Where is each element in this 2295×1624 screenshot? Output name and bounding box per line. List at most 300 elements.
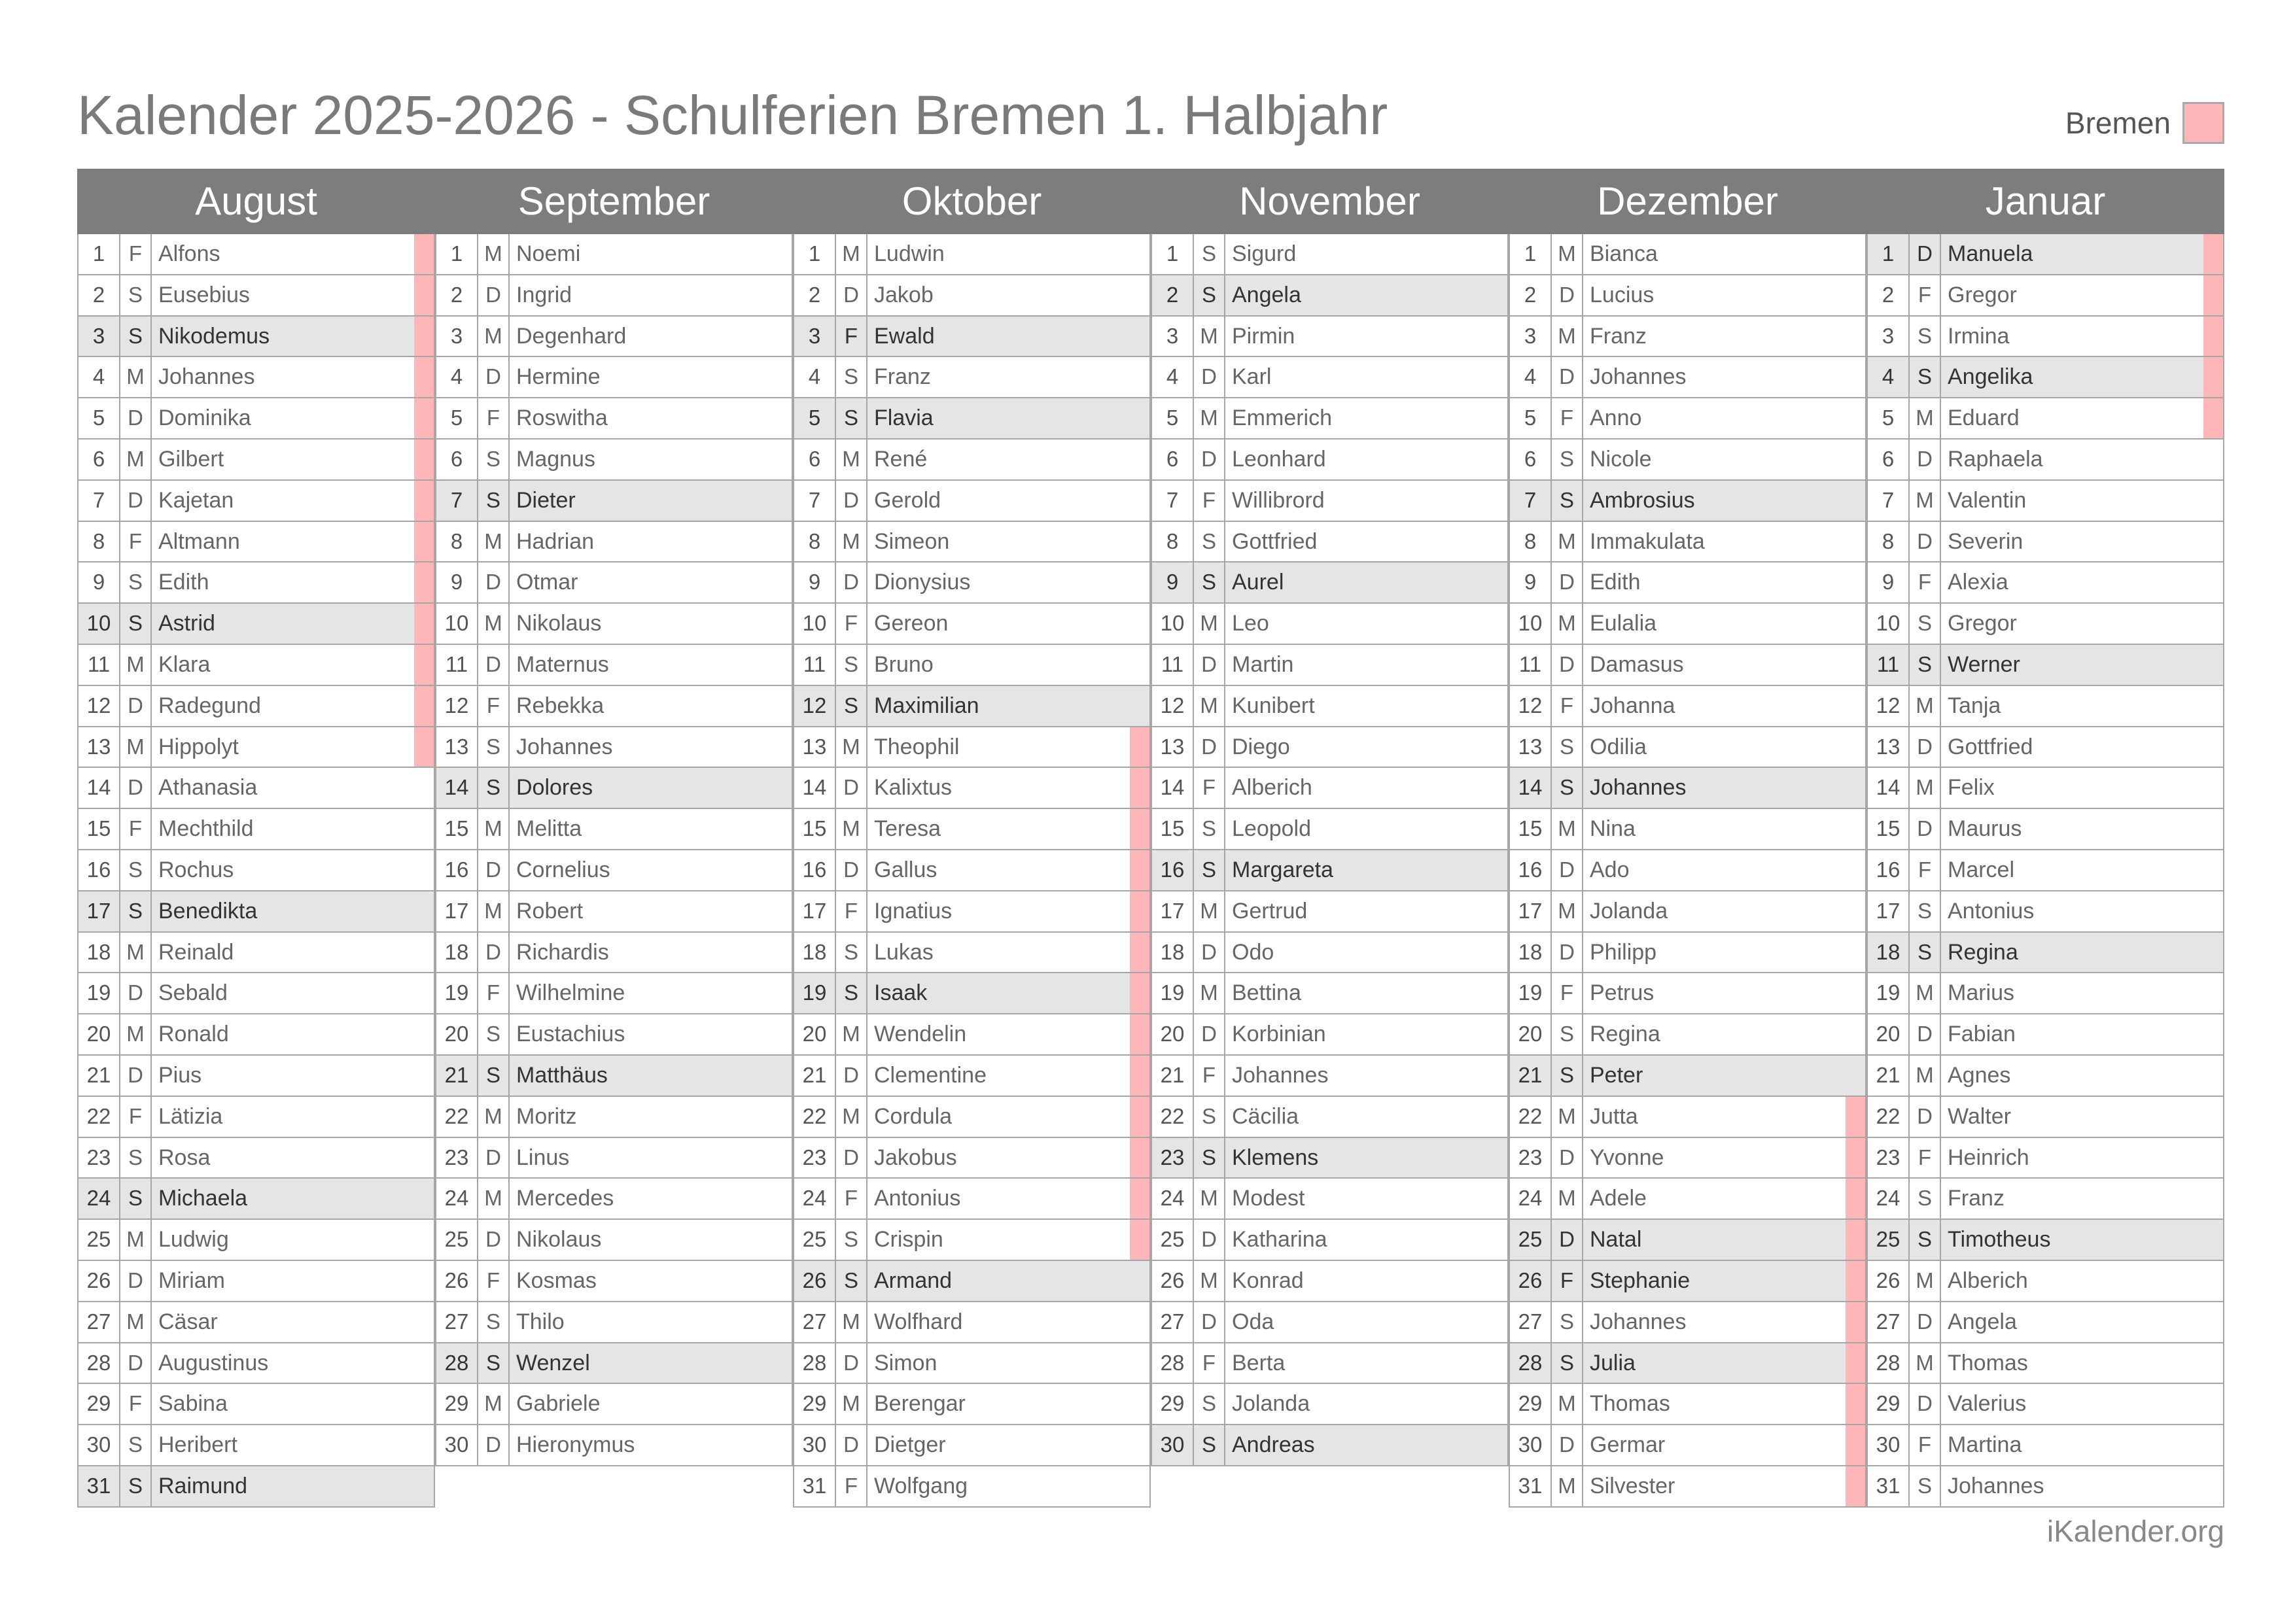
day-row bbox=[793, 562, 1151, 604]
weekday-letter: S bbox=[478, 1014, 510, 1054]
holiday-marker bbox=[1846, 933, 1865, 973]
holiday-marker bbox=[1846, 1220, 1865, 1260]
name-day: Peter bbox=[1590, 1062, 1643, 1088]
holiday-marker bbox=[414, 1302, 434, 1342]
holiday-marker bbox=[1488, 357, 1507, 397]
name-day: Manuela bbox=[1948, 241, 2033, 266]
name-day: Eduard bbox=[1948, 406, 2020, 431]
day-row bbox=[1509, 234, 1866, 275]
name-day: Martin bbox=[1232, 651, 1294, 677]
weekday-letter: F bbox=[120, 234, 152, 274]
day-row bbox=[1509, 850, 1866, 891]
name-day: Simeon bbox=[874, 528, 950, 554]
weekday-letter: D bbox=[1552, 1425, 1583, 1465]
name-day: Valerius bbox=[1948, 1391, 2027, 1417]
name-day: Richardis bbox=[516, 939, 609, 965]
holiday-marker bbox=[2203, 1466, 2223, 1506]
day-row bbox=[77, 973, 435, 1014]
day-number: 12 bbox=[1152, 686, 1194, 726]
day-number: 23 bbox=[794, 1138, 836, 1178]
name-day: Athanasia bbox=[158, 775, 258, 801]
day-number: 12 bbox=[436, 686, 478, 726]
weekday-letter: D bbox=[1194, 1220, 1225, 1260]
day-row bbox=[1509, 1261, 1866, 1302]
holiday-marker bbox=[2203, 645, 2223, 685]
day-row bbox=[1151, 275, 1509, 317]
holiday-marker bbox=[414, 317, 434, 356]
name-day: Dominika bbox=[158, 406, 251, 431]
day-number: 30 bbox=[79, 1425, 120, 1465]
weekday-letter: D bbox=[1910, 1014, 1941, 1054]
holiday-marker bbox=[2203, 1302, 2223, 1342]
holiday-marker bbox=[1488, 1220, 1507, 1260]
day-row bbox=[1509, 1097, 1866, 1138]
day-number: 22 bbox=[436, 1097, 478, 1137]
day-row bbox=[1866, 1220, 2224, 1261]
day-row bbox=[1509, 768, 1866, 809]
day-row bbox=[1866, 1179, 2224, 1220]
holiday-marker bbox=[772, 317, 792, 356]
day-number: 21 bbox=[79, 1056, 120, 1096]
day-number: 31 bbox=[794, 1466, 836, 1506]
holiday-marker bbox=[2203, 1014, 2223, 1054]
day-number: 19 bbox=[1868, 973, 1910, 1013]
day-row bbox=[1866, 275, 2224, 317]
day-row bbox=[1509, 809, 1866, 850]
holiday-marker bbox=[2203, 481, 2223, 521]
name-day: Hadrian bbox=[516, 528, 595, 554]
day-row bbox=[435, 809, 793, 850]
weekday-letter: F bbox=[836, 1466, 867, 1506]
holiday-marker bbox=[1488, 317, 1507, 356]
holiday-marker bbox=[1846, 1466, 1865, 1506]
weekday-letter: S bbox=[1194, 1138, 1225, 1178]
name-day: Raimund bbox=[158, 1473, 248, 1498]
day-row bbox=[1509, 357, 1866, 398]
weekday-letter: S bbox=[120, 562, 152, 602]
holiday-marker bbox=[1130, 1138, 1149, 1178]
holiday-marker bbox=[2203, 357, 2223, 397]
day-row bbox=[793, 850, 1151, 891]
weekday-letter: M bbox=[120, 440, 152, 479]
weekday-letter: D bbox=[1910, 809, 1941, 849]
holiday-marker bbox=[1488, 1014, 1507, 1054]
day-row bbox=[77, 1343, 435, 1385]
day-number: 29 bbox=[1868, 1384, 1910, 1424]
day-row bbox=[77, 1179, 435, 1220]
weekday-letter: S bbox=[1910, 1179, 1941, 1218]
holiday-marker bbox=[1488, 522, 1507, 562]
day-row bbox=[77, 1302, 435, 1343]
weekday-letter: D bbox=[120, 686, 152, 726]
day-number: 26 bbox=[1868, 1261, 1910, 1301]
name-day: Aurel bbox=[1232, 570, 1284, 595]
holiday-marker bbox=[2203, 562, 2223, 602]
day-number: 31 bbox=[1510, 1466, 1552, 1506]
day-row bbox=[435, 1302, 793, 1343]
day-number: 26 bbox=[1510, 1261, 1552, 1301]
name-day: Ludwig bbox=[158, 1227, 229, 1253]
day-row bbox=[435, 891, 793, 933]
name-day: Cornelius bbox=[516, 857, 610, 882]
holiday-marker bbox=[414, 727, 434, 767]
name-day: Michaela bbox=[158, 1186, 248, 1211]
weekday-letter: D bbox=[1552, 645, 1583, 685]
weekday-letter: S bbox=[1194, 850, 1225, 890]
day-number: 21 bbox=[1152, 1056, 1194, 1096]
day-row bbox=[77, 481, 435, 522]
day-number: 27 bbox=[794, 1302, 836, 1342]
day-number: 19 bbox=[1152, 973, 1194, 1013]
day-row bbox=[793, 1014, 1151, 1056]
page-title: Kalender 2025-2026 - Schulferien Bremen 1. Halbjahr bbox=[77, 84, 1388, 146]
weekday-letter: S bbox=[1194, 1384, 1225, 1424]
holiday-marker bbox=[2203, 398, 2223, 438]
name-day: Benedikta bbox=[158, 898, 258, 924]
name-day: Felix bbox=[1948, 775, 1995, 801]
holiday-marker bbox=[1488, 562, 1507, 602]
name-day: Edith bbox=[158, 570, 209, 595]
day-row bbox=[1866, 440, 2224, 481]
day-row bbox=[77, 727, 435, 769]
day-row bbox=[435, 1056, 793, 1097]
day-row bbox=[1509, 1138, 1866, 1179]
day-row bbox=[1151, 1425, 1509, 1466]
day-row bbox=[1151, 234, 1509, 275]
name-day: Kajetan bbox=[158, 487, 234, 513]
holiday-marker bbox=[1488, 686, 1507, 726]
day-number: 19 bbox=[1510, 973, 1552, 1013]
holiday-marker bbox=[1846, 1138, 1865, 1178]
weekday-letter: M bbox=[1552, 1179, 1583, 1218]
holiday-marker bbox=[1130, 686, 1149, 726]
name-day: Odo bbox=[1232, 939, 1274, 965]
holiday-marker bbox=[1130, 1179, 1149, 1218]
day-row bbox=[793, 1466, 1151, 1508]
day-row bbox=[435, 645, 793, 686]
day-number: 3 bbox=[1510, 317, 1552, 356]
day-number: 4 bbox=[1152, 357, 1194, 397]
holiday-marker bbox=[772, 850, 792, 890]
weekday-letter: F bbox=[120, 809, 152, 849]
day-row bbox=[1866, 1097, 2224, 1138]
day-row bbox=[435, 1425, 793, 1466]
day-row bbox=[1509, 604, 1866, 645]
day-number: 28 bbox=[79, 1343, 120, 1383]
legend bbox=[2065, 102, 2224, 144]
name-day: Gregor bbox=[1948, 611, 2017, 636]
holiday-marker bbox=[772, 1097, 792, 1137]
weekday-letter: S bbox=[478, 727, 510, 767]
name-day: Margareta bbox=[1232, 857, 1333, 882]
name-day: Irmina bbox=[1948, 323, 2010, 349]
day-number: 1 bbox=[79, 234, 120, 274]
weekday-letter: D bbox=[1552, 1138, 1583, 1178]
day-number: 8 bbox=[79, 522, 120, 562]
holiday-marker bbox=[1130, 891, 1149, 931]
name-day: Karl bbox=[1232, 364, 1272, 390]
holiday-marker bbox=[772, 1220, 792, 1260]
holiday-marker bbox=[772, 686, 792, 726]
holiday-marker bbox=[2203, 809, 2223, 849]
holiday-marker bbox=[2203, 1384, 2223, 1424]
day-number: 21 bbox=[794, 1056, 836, 1096]
weekday-letter: M bbox=[120, 933, 152, 973]
holiday-marker bbox=[2203, 1425, 2223, 1465]
name-day: Bettina bbox=[1232, 980, 1301, 1006]
weekday-letter: F bbox=[120, 1384, 152, 1424]
name-day: Jolanda bbox=[1232, 1391, 1310, 1417]
holiday-marker bbox=[1846, 891, 1865, 931]
name-day: Marius bbox=[1948, 980, 2015, 1006]
day-number: 14 bbox=[1868, 768, 1910, 808]
weekday-letter: S bbox=[120, 1425, 152, 1465]
day-number: 6 bbox=[794, 440, 836, 479]
name-day: Hieronymus bbox=[516, 1432, 635, 1458]
holiday-marker bbox=[1488, 275, 1507, 315]
name-day: Pirmin bbox=[1232, 323, 1295, 349]
name-day: Jakobus bbox=[874, 1145, 957, 1170]
holiday-marker bbox=[414, 1343, 434, 1383]
weekday-letter: S bbox=[120, 850, 152, 890]
day-number: 13 bbox=[1510, 727, 1552, 767]
weekday-letter: D bbox=[478, 1220, 510, 1260]
holiday-marker bbox=[1846, 1097, 1865, 1137]
holiday-marker bbox=[1130, 1384, 1149, 1424]
day-row bbox=[1151, 1220, 1509, 1261]
day-number: 20 bbox=[794, 1014, 836, 1054]
day-row bbox=[1866, 1056, 2224, 1097]
weekday-letter: D bbox=[836, 1425, 867, 1465]
day-row bbox=[1866, 1138, 2224, 1179]
day-row bbox=[1866, 1466, 2224, 1508]
holiday-marker bbox=[414, 604, 434, 644]
name-day: Franz bbox=[874, 364, 931, 390]
day-row bbox=[435, 234, 793, 275]
weekday-letter: F bbox=[1910, 1138, 1941, 1178]
weekday-letter: F bbox=[836, 1179, 867, 1218]
day-number: 29 bbox=[79, 1384, 120, 1424]
day-row bbox=[1866, 604, 2224, 645]
name-day: Wolfhard bbox=[874, 1309, 963, 1334]
name-day: Simon bbox=[874, 1350, 937, 1375]
holiday-marker bbox=[1130, 1466, 1149, 1506]
day-number: 23 bbox=[1152, 1138, 1194, 1178]
weekday-letter: F bbox=[1194, 481, 1225, 521]
name-day: Degenhard bbox=[516, 323, 627, 349]
name-day: Petrus bbox=[1590, 980, 1655, 1006]
day-row bbox=[1509, 1014, 1866, 1056]
name-day: Flavia bbox=[874, 406, 934, 431]
day-row bbox=[1866, 481, 2224, 522]
legend-swatch bbox=[2182, 102, 2224, 144]
weekday-letter: S bbox=[1552, 1302, 1583, 1342]
day-number: 26 bbox=[1152, 1261, 1194, 1301]
holiday-marker bbox=[1846, 645, 1865, 685]
holiday-marker bbox=[772, 1302, 792, 1342]
day-number: 10 bbox=[794, 604, 836, 644]
day-number: 3 bbox=[79, 317, 120, 356]
weekday-letter: M bbox=[836, 234, 867, 274]
weekday-letter: S bbox=[1552, 1056, 1583, 1096]
weekday-letter: S bbox=[1910, 1466, 1941, 1506]
name-day: Heribert bbox=[158, 1432, 237, 1458]
day-row bbox=[77, 1220, 435, 1261]
day-number: 31 bbox=[1868, 1466, 1910, 1506]
weekday-letter: D bbox=[1552, 933, 1583, 973]
day-number: 16 bbox=[79, 850, 120, 890]
holiday-marker bbox=[1130, 727, 1149, 767]
day-number: 28 bbox=[436, 1343, 478, 1383]
day-number: 30 bbox=[794, 1425, 836, 1465]
holiday-marker bbox=[1130, 1097, 1149, 1137]
weekday-letter: M bbox=[1552, 1097, 1583, 1137]
day-row bbox=[793, 522, 1151, 563]
weekday-letter: M bbox=[478, 522, 510, 562]
day-row bbox=[793, 1179, 1151, 1220]
day-number: 10 bbox=[1152, 604, 1194, 644]
day-number: 11 bbox=[1868, 645, 1910, 685]
name-day: Immakulata bbox=[1590, 528, 1705, 554]
name-day: Ronald bbox=[158, 1022, 229, 1047]
day-number: 18 bbox=[436, 933, 478, 973]
name-day: Theophil bbox=[874, 734, 960, 759]
day-row bbox=[77, 686, 435, 727]
day-number: 7 bbox=[1510, 481, 1552, 521]
holiday-marker bbox=[414, 357, 434, 397]
name-day: Nicole bbox=[1590, 446, 1652, 472]
holiday-marker bbox=[2203, 1179, 2223, 1218]
day-row bbox=[1151, 1138, 1509, 1179]
weekday-letter: D bbox=[1552, 275, 1583, 315]
name-day: Nina bbox=[1590, 816, 1636, 842]
holiday-marker bbox=[414, 1220, 434, 1260]
weekday-letter: D bbox=[478, 275, 510, 315]
day-number: 29 bbox=[1152, 1384, 1194, 1424]
day-number: 8 bbox=[1152, 522, 1194, 562]
name-day: Augustinus bbox=[158, 1350, 269, 1375]
day-number: 14 bbox=[1510, 768, 1552, 808]
name-day: Bianca bbox=[1590, 241, 1658, 266]
holiday-marker bbox=[414, 481, 434, 521]
weekday-letter: S bbox=[1552, 727, 1583, 767]
weekday-letter: S bbox=[120, 604, 152, 644]
name-day: Leopold bbox=[1232, 816, 1312, 842]
day-row bbox=[1151, 1097, 1509, 1138]
name-day: Lucius bbox=[1590, 282, 1655, 307]
holiday-marker bbox=[1488, 1261, 1507, 1301]
name-day: Dionysius bbox=[874, 570, 971, 595]
day-row bbox=[793, 933, 1151, 974]
day-number: 1 bbox=[794, 234, 836, 274]
holiday-marker bbox=[1488, 234, 1507, 274]
weekday-letter: F bbox=[1552, 398, 1583, 438]
day-number: 1 bbox=[1868, 234, 1910, 274]
day-row bbox=[793, 234, 1151, 275]
name-day: Walter bbox=[1948, 1103, 2011, 1129]
day-row bbox=[435, 357, 793, 398]
weekday-letter: M bbox=[836, 809, 867, 849]
day-row bbox=[1866, 727, 2224, 769]
day-number: 20 bbox=[436, 1014, 478, 1054]
holiday-marker bbox=[414, 522, 434, 562]
name-day: Altmann bbox=[158, 528, 240, 554]
holiday-marker bbox=[2203, 891, 2223, 931]
weekday-letter: S bbox=[836, 686, 867, 726]
holiday-marker bbox=[414, 1261, 434, 1301]
day-row bbox=[1151, 1179, 1509, 1220]
day-number: 6 bbox=[1152, 440, 1194, 479]
day-row bbox=[793, 1343, 1151, 1385]
day-number: 7 bbox=[794, 481, 836, 521]
weekday-letter: M bbox=[478, 317, 510, 356]
day-row bbox=[77, 1425, 435, 1466]
holiday-marker bbox=[1846, 275, 1865, 315]
weekday-letter: S bbox=[836, 398, 867, 438]
weekday-letter: M bbox=[478, 1179, 510, 1218]
day-row bbox=[1866, 398, 2224, 440]
name-day: Ewald bbox=[874, 323, 935, 349]
holiday-marker bbox=[1846, 398, 1865, 438]
weekday-letter: D bbox=[836, 562, 867, 602]
day-number: 20 bbox=[1868, 1014, 1910, 1054]
holiday-marker bbox=[2203, 1343, 2223, 1383]
holiday-marker bbox=[2203, 1261, 2223, 1301]
day-row bbox=[1151, 398, 1509, 440]
day-number: 22 bbox=[1868, 1097, 1910, 1137]
day-row bbox=[1151, 645, 1509, 686]
weekday-letter: F bbox=[1552, 686, 1583, 726]
day-number: 17 bbox=[436, 891, 478, 931]
holiday-marker bbox=[2203, 850, 2223, 890]
weekday-letter: F bbox=[1552, 1261, 1583, 1301]
name-day: Rebekka bbox=[516, 693, 604, 718]
weekday-letter: M bbox=[1552, 1384, 1583, 1424]
day-number: 12 bbox=[79, 686, 120, 726]
name-day: Maternus bbox=[516, 651, 609, 677]
name-day: Noemi bbox=[516, 241, 581, 266]
day-row bbox=[793, 275, 1151, 317]
holiday-marker bbox=[1846, 562, 1865, 602]
holiday-marker bbox=[414, 1014, 434, 1054]
day-row bbox=[435, 481, 793, 522]
holiday-marker bbox=[1130, 1343, 1149, 1383]
day-number: 4 bbox=[79, 357, 120, 397]
weekday-letter: S bbox=[1910, 933, 1941, 973]
day-row bbox=[435, 1179, 793, 1220]
day-number: 13 bbox=[794, 727, 836, 767]
day-row bbox=[1151, 1014, 1509, 1056]
name-day: Jutta bbox=[1590, 1103, 1638, 1129]
holiday-marker bbox=[2203, 973, 2223, 1013]
weekday-letter: M bbox=[1552, 234, 1583, 274]
name-day: Nikodemus bbox=[158, 323, 270, 349]
name-day: Gregor bbox=[1948, 282, 2017, 307]
weekday-letter: F bbox=[1910, 1425, 1941, 1465]
holiday-marker bbox=[2203, 317, 2223, 356]
day-number: 18 bbox=[1510, 933, 1552, 973]
day-number: 1 bbox=[1152, 234, 1194, 274]
day-number: 29 bbox=[1510, 1384, 1552, 1424]
name-day: Mercedes bbox=[516, 1186, 614, 1211]
weekday-letter: D bbox=[1910, 1302, 1941, 1342]
day-row bbox=[77, 1384, 435, 1425]
holiday-marker bbox=[2203, 275, 2223, 315]
day-number: 23 bbox=[1510, 1138, 1552, 1178]
weekday-letter: D bbox=[1194, 933, 1225, 973]
name-day: Cäsar bbox=[158, 1309, 218, 1334]
weekday-letter: D bbox=[836, 1343, 867, 1383]
